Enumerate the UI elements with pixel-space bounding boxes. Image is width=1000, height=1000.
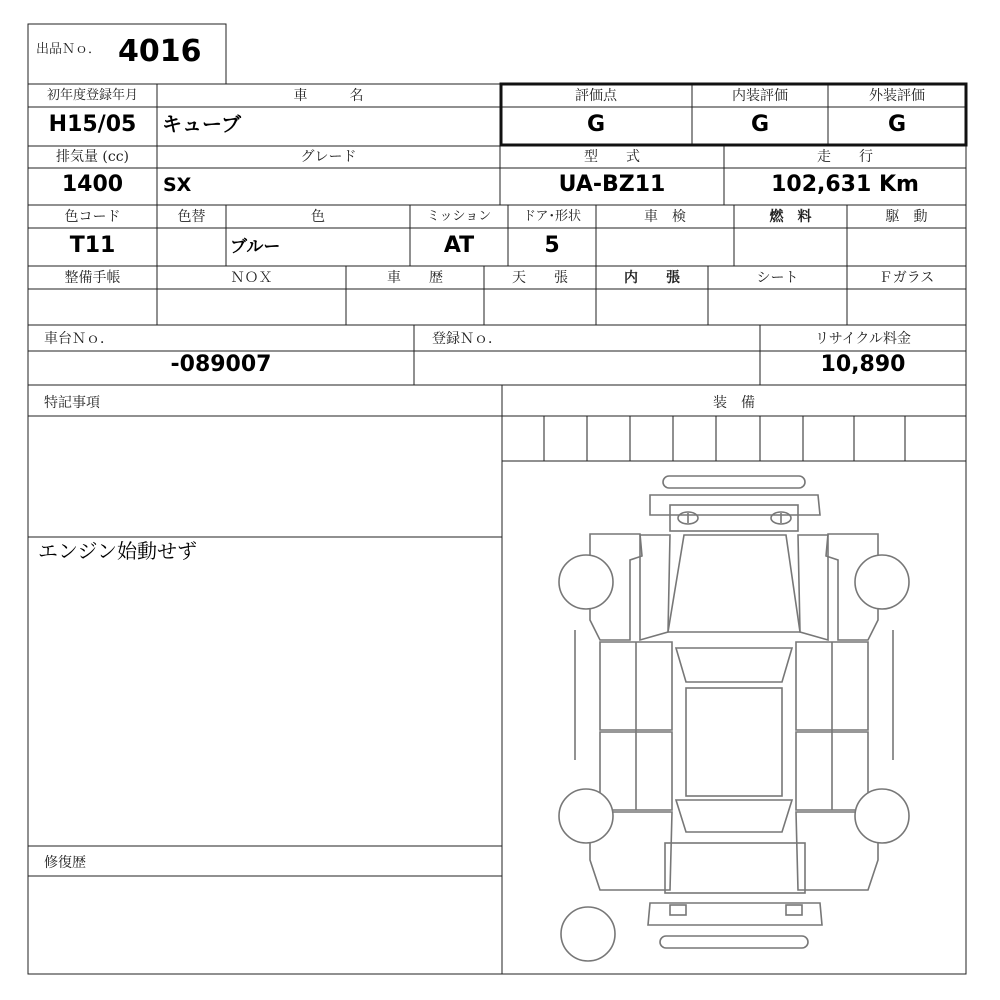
model-label: 型 式 xyxy=(584,149,640,165)
color-code-value: T11 xyxy=(69,233,116,258)
mileage-label: 走 行 xyxy=(817,149,873,165)
displacement-label: 排気量 (cc) xyxy=(55,149,130,165)
car-name-value: キューブ xyxy=(162,112,241,136)
first-registration-label: 初年度登録年月 xyxy=(46,88,138,103)
exterior-score-value: G xyxy=(887,112,907,137)
history-label: 車 歴 xyxy=(387,270,443,286)
lot-label: 出品Ｎｏ． xyxy=(36,42,102,57)
interior-trim-label: 内 張 xyxy=(624,270,680,286)
fuel-label: 燃 料 xyxy=(769,209,812,225)
chassis-no-label: 車台Ｎｏ． xyxy=(44,331,114,347)
color-change-label: 色替 xyxy=(177,209,206,225)
car-name-label: 車 名 xyxy=(293,88,364,104)
recycle-fee-value: 10,890 xyxy=(820,352,906,377)
remarks-label: 特記事項 xyxy=(44,395,100,411)
transmission-label: ミッション xyxy=(426,209,492,224)
displacement-value: 1400 xyxy=(61,172,124,197)
color-value: ブルー xyxy=(230,237,281,257)
doors-shape-label: ドア･形状 xyxy=(522,209,582,224)
registration-no-label: 登録Ｎｏ． xyxy=(432,331,502,347)
drive-label: 駆 動 xyxy=(885,209,928,225)
recycle-fee-label: リサイクル料金 xyxy=(814,331,912,347)
doors-shape-value: 5 xyxy=(544,233,560,258)
color-label: 色 xyxy=(311,209,325,225)
remarks-note: エンジン始動せず xyxy=(38,539,197,563)
first-registration-value: H15/05 xyxy=(48,112,137,137)
headliner-label: 天 張 xyxy=(512,270,568,286)
model-value: UA-BZ11 xyxy=(558,172,666,197)
inspection-label: 車 検 xyxy=(644,209,686,225)
repair-history-label: 修復歴 xyxy=(44,855,86,871)
f-glass-label: Ｆガラス xyxy=(878,270,935,286)
score-value: G xyxy=(586,112,606,137)
grade-value: SX xyxy=(163,174,192,196)
interior-score-value: G xyxy=(750,112,770,137)
nox-label: ＮＯＸ xyxy=(230,270,273,286)
maintenance-book-label: 整備手帳 xyxy=(64,270,121,286)
lot-number: 4016 xyxy=(118,34,202,69)
chassis-no-value: -089007 xyxy=(170,352,272,377)
equipment-label: 装 備 xyxy=(713,395,755,411)
transmission-value: AT xyxy=(443,233,475,258)
exterior-score-label: 外装評価 xyxy=(869,88,925,104)
seat-label: シート xyxy=(756,270,799,286)
mileage-value: 102,631 Km xyxy=(771,172,919,197)
interior-score-label: 内装評価 xyxy=(732,88,788,104)
score-label: 評価点 xyxy=(575,88,617,104)
grade-label: グレード xyxy=(300,149,357,165)
color-code-label: 色コード xyxy=(64,209,121,225)
